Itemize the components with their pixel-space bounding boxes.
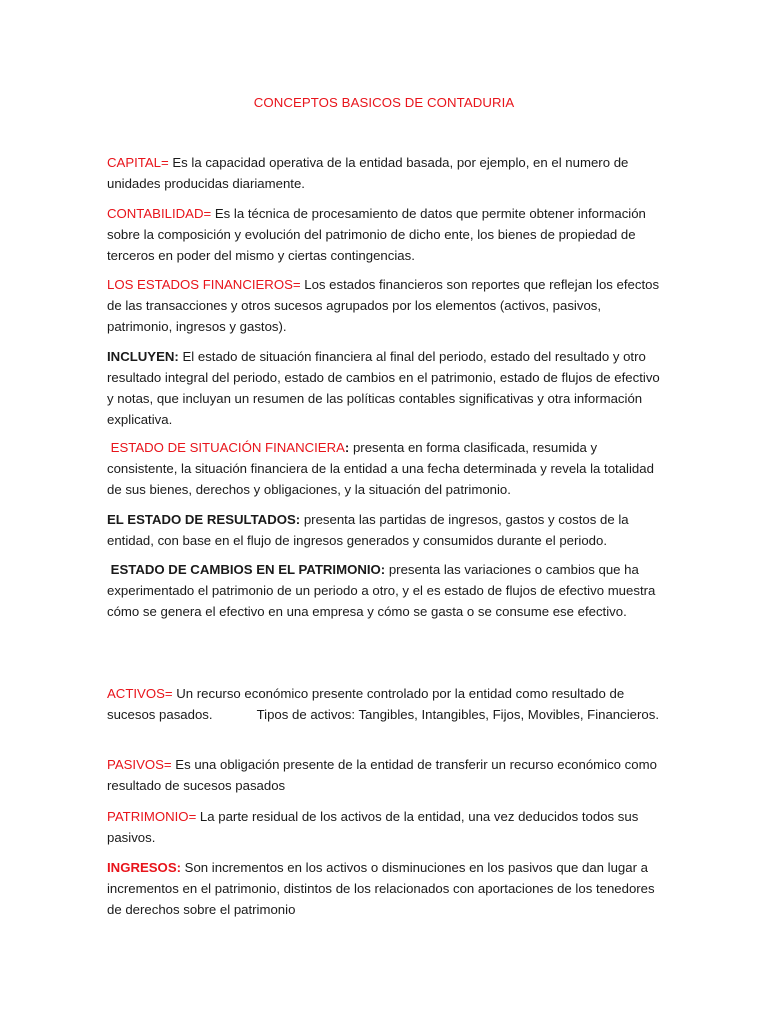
term-ingresos: INGRESOS: bbox=[107, 860, 182, 875]
paragraph-incluyen bbox=[107, 346, 667, 430]
paragraph-estado-cambios-patrimonio bbox=[107, 559, 667, 622]
paragraph-pasivos bbox=[107, 754, 667, 796]
term-estados-financieros: LOS ESTADOS FINANCIEROS= bbox=[107, 277, 301, 292]
paragraph-patrimonio bbox=[107, 806, 667, 848]
term-contabilidad: CONTABILIDAD= bbox=[107, 206, 212, 221]
definition-estados-financieros: Los estados financieros son reportes que reflejan los efectos de las transacciones y otros sucesos agrupados por los elementos (activos, pasivos, patrimonio, ingresos y gastos). bbox=[107, 277, 660, 334]
term-activos: ACTIVOS= bbox=[107, 686, 173, 701]
definition-capital: Es la capacidad operativa de la entidad basada, por ejemplo, en el numero de unidades producidas diariamente. bbox=[107, 155, 629, 191]
paragraph-contabilidad bbox=[107, 203, 667, 266]
paragraph-estado-situacion-financiera bbox=[107, 437, 667, 500]
definition-contabilidad: Es la técnica de procesamiento de datos que permite obtener información sobre la composición y evolución del patrimonio de dicho ente, los bienes de propiedad de terceros en poder del mismo y ciertas contingencias. bbox=[107, 206, 646, 263]
term-capital: CAPITAL= bbox=[107, 155, 169, 170]
paragraph-estados-financieros bbox=[107, 274, 667, 337]
definition-activos: Un recurso económico presente controlado por la entidad como resultado de sucesos pasados. bbox=[107, 686, 625, 722]
activos-types: Tipos de activos: Tangibles, Intangibles, Fijos, Movibles, Financieros. bbox=[256, 707, 659, 722]
term-patrimonio: PATRIMONIO= bbox=[107, 809, 197, 824]
definition-patrimonio: La parte residual de los activos de la entidad, una vez deducidos todos sus pasivos. bbox=[107, 809, 639, 845]
definition-pasivos: Es una obligación presente de la entidad de transferir un recurso económico como resultado de sucesos pasados bbox=[107, 757, 657, 793]
term-pasivos: PASIVOS= bbox=[107, 757, 172, 772]
term-estado-resultados: EL ESTADO DE RESULTADOS: bbox=[107, 512, 301, 527]
term-estado-cambios-patrimonio: ESTADO DE CAMBIOS EN EL PATRIMONIO: bbox=[110, 562, 386, 577]
document-title: CONCEPTOS BASICOS DE CONTADURIA bbox=[253, 95, 515, 110]
term-incluyen: INCLUYEN: bbox=[107, 349, 179, 364]
definition-ingresos: Son incrementos en los activos o disminuciones en los pasivos que dan lugar a incrementos en el patrimonio, distintos de los relacionados con aportaciones de los tenedores de derechos sobre el patrimonio bbox=[107, 860, 655, 917]
definition-estado-situacion-financiera: presenta en forma clasificada, resumida y consistente, la situación financiera de la entidad a una fecha determinada y revela la totalidad de sus bienes, derechos y obligaciones, y la situación del patrimonio. bbox=[107, 440, 654, 497]
definition-estado-cambios-patrimonio: presenta las variaciones o cambios que ha experimentado el patrimonio de un periodo a otro, y el es estado de flujos de efectivo muestra cómo se genera el efectivo en una empresa y cómo se gasta o se consume ese efectivo. bbox=[107, 562, 656, 619]
term-suffix-colon: : bbox=[344, 440, 350, 455]
definition-estado-resultados: presenta las partidas de ingresos, gastos y costos de la entidad, con base en el flujo de ingresos generados y consumidos durante el periodo. bbox=[107, 512, 629, 548]
paragraph-activos bbox=[107, 683, 667, 725]
term-estado-situacion-financiera: ESTADO DE SITUACIÓN FINANCIERA bbox=[110, 440, 345, 455]
paragraph-capital bbox=[107, 152, 667, 194]
paragraph-estado-resultados bbox=[107, 509, 667, 551]
paragraph-ingresos bbox=[107, 857, 667, 920]
definition-incluyen: El estado de situación financiera al final del periodo, estado del resultado y otro resultado integral del periodo, estado de cambios en el patrimonio, estado de flujos de efectivo y notas, que incluyan un resumen de las políticas contables significativas y otra información explicativa. bbox=[107, 349, 660, 427]
